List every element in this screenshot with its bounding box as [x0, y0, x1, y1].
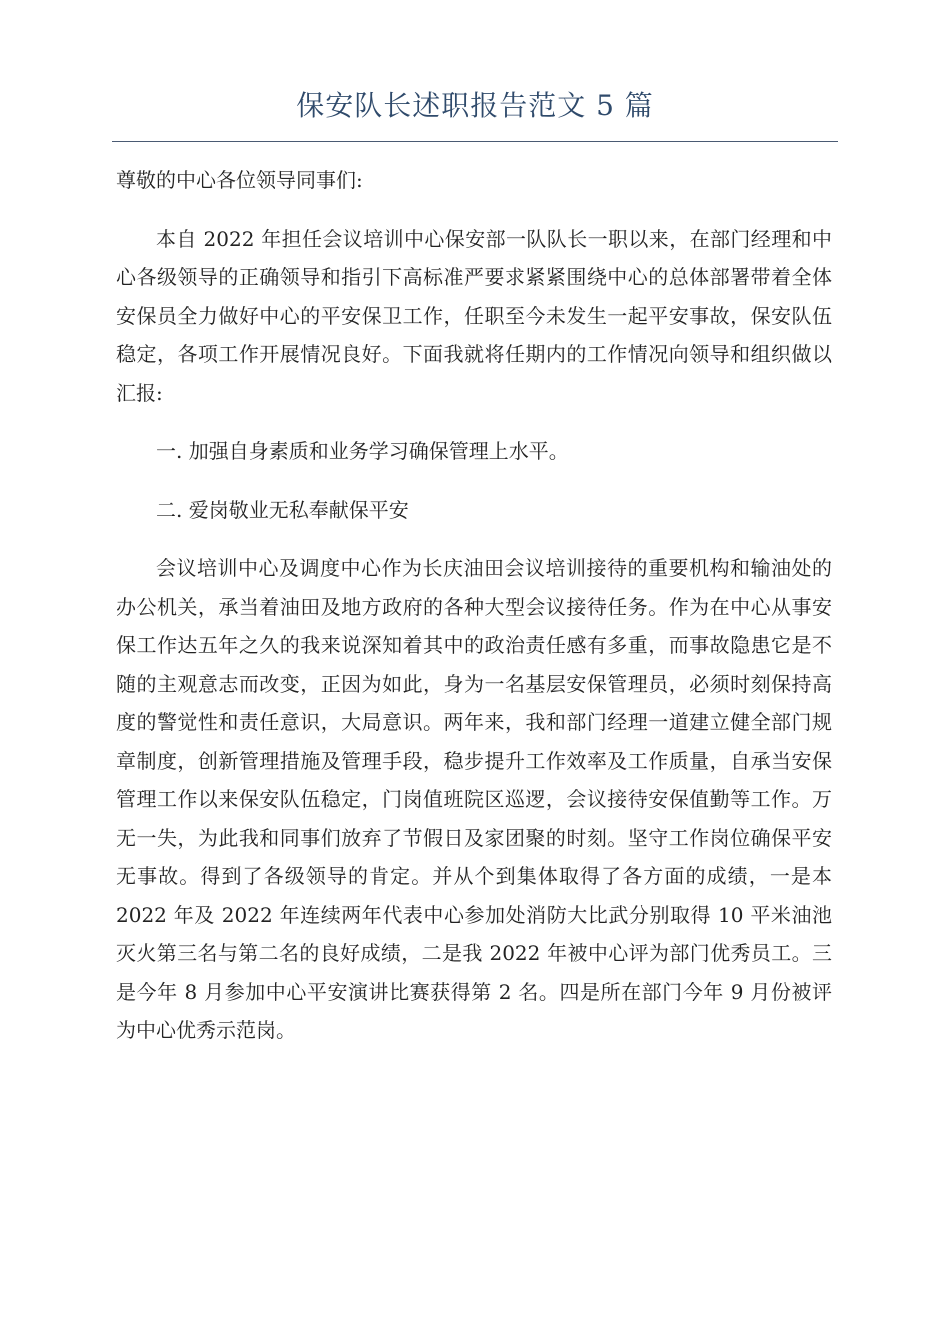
- paragraph-intro: 本自 2022 年担任会议培训中心保安部一队队长一职以来，在部门经理和中心各级领导的正确领导和指引下高标准严要求紧紧围绕中心的总体部署带着全体安保员全力做好中心的平安保卫工作，任职至今未发生一起平安事故，保安队伍稳定，各项工作开展情况良好。下面我就将任期内的工作情况向领导和组织做以汇报:: [116, 226, 832, 405]
- salutation: 尊敬的中心各位领导同事们:: [116, 168, 363, 192]
- document-body: [116, 161, 832, 1050]
- title-divider: [112, 141, 838, 142]
- document-title: 保安队长述职报告范文 5 篇: [296, 89, 654, 122]
- paragraph-main: 会议培训中心及调度中心作为长庆油田会议培训接待的重要机构和输油处的办公机关，承当着油田及地方政府的各种大型会议接待任务。作为在中心从事安保工作达五年之久的我来说深知着其中的政治责任感有多重，而事故隐患它是不随的主观意志而改变，正因为如此，身为一名基层安保管理员，必须时刻保持高度的警觉性和责任意识，大局意识。两年来，我和部门经理一道建立健全部门规章制度，创新管理措施及管理手段，稳步提升工作效率及工作质量，自承当安保管理工作以来保安队伍稳定，门岗值班院区巡逻，会议接待安保值勤等工作。万无一失，为此我和同事们放弃了节假日及家团聚的时刻。坚守工作岗位确保平安无事故。得到了各级领导的肯定。并从个到集体取得了各方面的成绩，一是本 2022 年及 2022 年连续两年代表中心参加处消防大比武分别取得 10 平米油池灭火第三名与第二名的良好成绩，二是我 2022 年被中心评为部门优秀员工。三是今年 8 月参加中心平安演讲比赛获得第 2 名。四是所在部门今年 9 月份被评为中心优秀示范岗。: [116, 556, 832, 1042]
- section-heading-1: 一. 加强自身素质和业务学习确保管理上水平。: [156, 439, 569, 463]
- section-heading-2: 二. 爱岗敬业无私奉献保平安: [156, 497, 409, 522]
